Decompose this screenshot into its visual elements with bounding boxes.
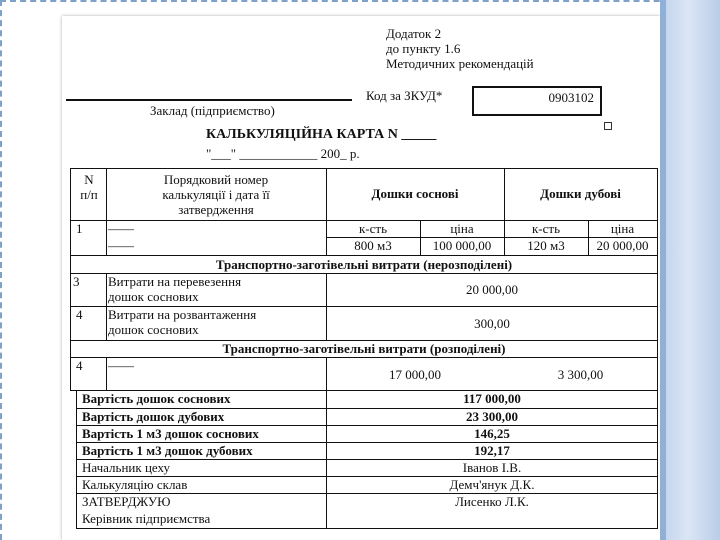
col-header-oak: Дошки дубові (540, 186, 621, 201)
grid-line (106, 168, 107, 255)
qty-oak: 120 м3 (527, 238, 565, 253)
row3-desc: Витрати на перевезення дошок соснових (108, 274, 242, 304)
signatory-label: Начальник цеху (82, 460, 171, 475)
grid-line (106, 273, 107, 340)
code-label: Код за ЗКУД* (366, 88, 443, 103)
signatory-name: Демч'янук Д.К. (449, 477, 535, 492)
price-label-oak: ціна (610, 221, 635, 236)
price-pine: 100 000,00 (432, 238, 492, 253)
section-undistributed: Транспортно-заготівельні витрати (нерозподілені) (215, 257, 513, 272)
code-box: 0903102 (472, 86, 602, 116)
row4b-n: 4 (76, 358, 83, 373)
institution-label: Заклад (підприємство) (150, 103, 275, 118)
col-header-pine: Дошки соснові (371, 186, 459, 201)
grid-line (70, 357, 658, 358)
slide-frame-left (0, 0, 10, 540)
row4-n: 4 (76, 307, 83, 322)
grid-line (70, 255, 658, 256)
row1-n: 1 (76, 221, 83, 236)
appendix-line-1: Додаток 2 (386, 26, 442, 41)
row1-dash: —— (108, 221, 134, 236)
approve-name: Лисенко Л.К. (455, 494, 529, 509)
card-title: КАЛЬКУЛЯЦІЙНА КАРТА N _____ (206, 127, 437, 142)
slide-side-bar (666, 0, 720, 540)
price-label-pine: ціна (450, 221, 474, 236)
grid-line (106, 357, 107, 390)
total-value: 192,17 (474, 443, 510, 458)
total-label: Вартість 1 м3 дошок соснових (82, 426, 259, 441)
approve-label: ЗАТВЕРДЖУЮ (82, 494, 171, 509)
row4b-dash: —— (108, 358, 134, 373)
total-value: 23 300,00 (466, 409, 518, 424)
col-header-n: N п/п (80, 172, 98, 202)
qty-pine: 800 м3 (354, 238, 392, 253)
signatory-name: Іванов І.В. (462, 460, 522, 475)
institution-line (66, 99, 352, 101)
grid-line (76, 390, 77, 528)
row3-n: 3 (73, 274, 80, 289)
total-label: Вартість 1 м3 дошок дубових (82, 443, 253, 458)
row3-value: 20 000,00 (466, 282, 518, 297)
slide-frame-top (0, 0, 720, 12)
section-distributed: Транспортно-заготівельні витрати (розподілені) (222, 341, 506, 356)
appendix-line-2: до пункту 1.6 (386, 41, 461, 56)
total-label: Вартість дошок дубових (82, 409, 225, 424)
row4b-value-pine: 17 000,00 (389, 367, 441, 382)
total-value: 146,25 (474, 426, 510, 441)
signatory-label: Калькуляцію склав (82, 477, 188, 492)
row1-dash: —— (108, 238, 134, 253)
qty-label-oak: к-сть (531, 221, 561, 236)
total-value: 117 000,00 (463, 391, 521, 406)
date-line: "___" ____________ 200_ р. (206, 146, 360, 161)
price-oak: 20 000,00 (596, 238, 649, 253)
approve-sub-label: Керівник підприємства (82, 511, 211, 526)
col-header-order: Порядковий номер калькуляції і дата її затвердження (162, 172, 270, 217)
checkbox-square (604, 122, 612, 130)
grid-line (76, 528, 658, 529)
total-label: Вартість дошок соснових (82, 391, 231, 406)
appendix-line-3: Методичних рекомендацій (386, 56, 534, 71)
grid-line (70, 168, 658, 169)
grid-line (70, 168, 71, 390)
qty-label-pine: к-сть (358, 221, 388, 236)
row4-value: 300,00 (474, 316, 510, 331)
row4b-value-oak: 3 300,00 (557, 367, 604, 382)
row4-desc: Витрати на розвантаження дошок соснових (108, 307, 257, 337)
